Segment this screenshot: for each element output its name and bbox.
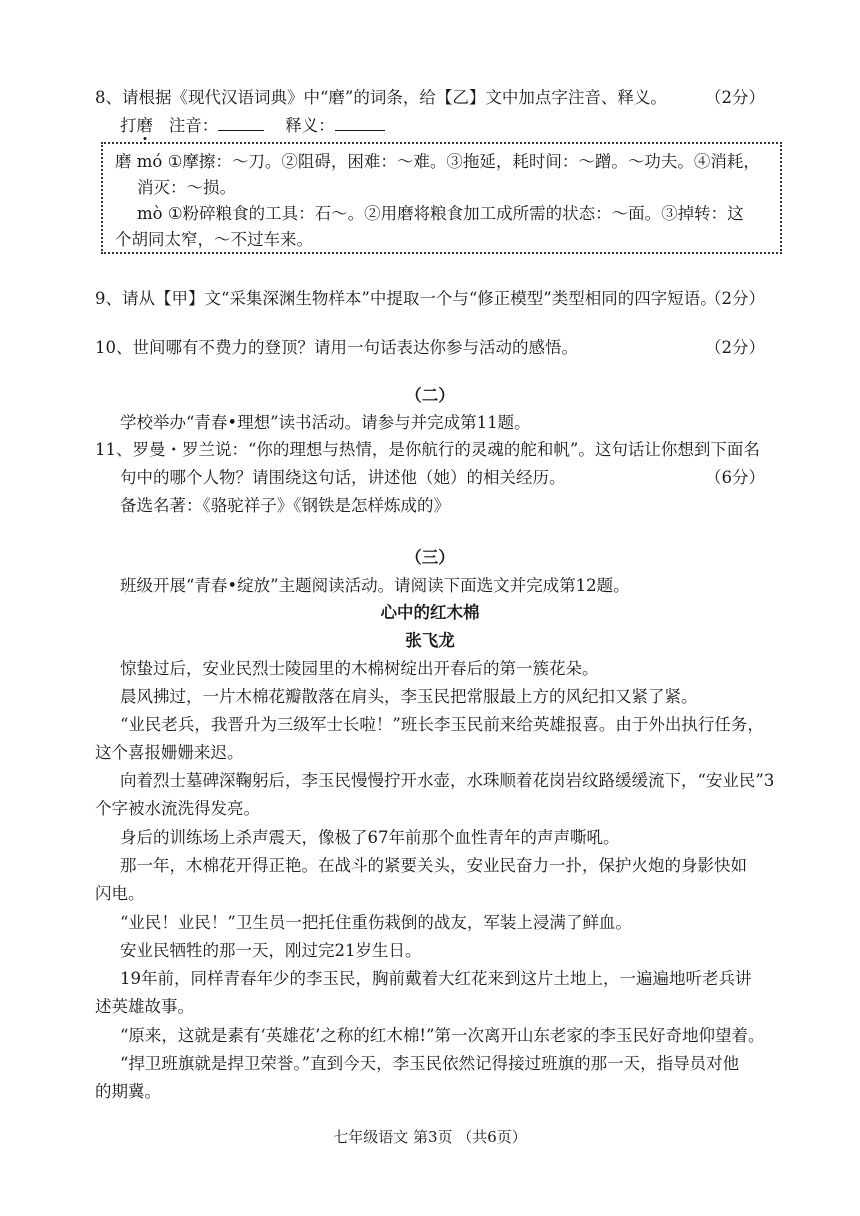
dict-line: 消灭：～损。 (137, 178, 236, 197)
article-paragraph: 向着烈士墓碑深鞠躬后，李玉民慢慢拧开水壶，水珠顺着花岗岩纹路缓缓流下，“安业民”3 (120, 771, 775, 790)
section-2-intro: 学校举办“青春•理想”读书活动。请参与并完成第11题。 (120, 413, 531, 432)
article-paragraph: “捍卫班旗就是捍卫荣誉。”直到今天，李玉民依然记得接过班旗的那一天，指导员对他 (120, 1054, 740, 1073)
article-paragraph: “业民！业民！”卫生员一把托住重伤栽倒的战友，军装上浸满了鲜血。 (120, 913, 632, 932)
article-paragraph: 述英雄故事。 (95, 997, 194, 1016)
book-options: 备选名著：《骆驼祥子》《钢铁是怎样炼成的》 (120, 496, 450, 515)
question-11-text: 句中的哪个人物？请围绕这句话，讲述他（她）的相关经历。 (120, 468, 566, 487)
dict-line: 磨 mó ①摩擦：～刀。②阻碍，困难：～难。③拖延，耗时间：～蹭。～功夫。④消耗， (115, 152, 760, 171)
question-8-answer-line (120, 114, 800, 138)
article-paragraph: “原来，这就是素有‘英雄花’之称的红木棉!”第一次离开山东老家的李玉民好奇地仰望着。 (120, 1026, 765, 1045)
question-10-score: （2分） (705, 338, 765, 357)
dictionary-entry-box (101, 142, 782, 254)
meaning-blank[interactable] (335, 116, 385, 131)
article-paragraph: 的期冀。 (95, 1082, 161, 1101)
page-footer: 七年级语文 第3页 （共6页） (333, 1128, 527, 1146)
target-word-dotted: 磨 (136, 116, 153, 135)
question-11-line1: 11、罗曼・罗兰说：“你的理想与热情，是你航行的灵魂的舵和帆”。这句话让你想到下面名 (95, 440, 760, 459)
section-3-intro: 班级开展“青春•绽放”主题阅读活动。请阅读下面选文并完成第12题。 (120, 576, 630, 595)
article-paragraph: 19年前，同样青春年少的李玉民，胸前戴着大红花来到这片土地上，一遍遍地听老兵讲 (120, 969, 752, 988)
question-8-score: （2分） (705, 88, 765, 107)
meaning-label: 释义： (285, 116, 335, 135)
article-title: 心中的红木棉 (380, 603, 480, 622)
section-2-heading: （二） (405, 386, 455, 405)
article-paragraph: “业民老兵，我晋升为三级军士长啦！”班长李玉民前来给英雄报喜。由于外出执行任务， (120, 715, 764, 734)
article-paragraph: 晨风拂过，一片木棉花瓣散落在肩头，李玉民把常服最上方的风纪扣又紧了紧。 (120, 687, 698, 706)
dict-line: 个胡同太窄，～不过车来。 (115, 230, 313, 249)
question-11-line2 (120, 466, 765, 490)
article-paragraph: 那一年，木棉花开得正艳。在战斗的紧要关头，安业民奋力一扑，保护火炮的身影快如 (120, 856, 747, 875)
article-paragraph: 闪电。 (95, 884, 145, 903)
question-9-score: （2分） (705, 289, 765, 308)
question-9 (95, 287, 765, 311)
article-author: 张飞龙 (405, 631, 455, 650)
article-paragraph: 惊蛰过后，安业民烈士陵园里的木棉树绽出开春后的第一簇花朵。 (120, 659, 599, 678)
pinyin-blank[interactable] (218, 116, 264, 131)
question-8 (95, 86, 765, 110)
question-10 (95, 336, 765, 360)
question-10-text: 10、世间哪有不费力的登顶？请用一句话表达你参与活动的感悟。 (95, 338, 578, 357)
section-3-heading: （三） (405, 548, 455, 567)
article-paragraph: 身后的训练场上杀声震天，像极了67年前那个血性青年的声声嘶吼。 (120, 828, 620, 847)
question-11-score: （6分） (705, 468, 765, 487)
question-8-text: 8、请根据《现代汉语词典》中“磨”的词条，给【乙】文中加点字注音、释义。 (95, 88, 667, 107)
pinyin-label: 注音： (168, 116, 219, 135)
article-paragraph: 这个喜报姗姗来迟。 (95, 743, 244, 762)
question-9-text: 9、请从【甲】文“采集深渊生物样本”中提取一个与“修正模型”类型相同的四字短语。 (95, 289, 717, 308)
article-paragraph: 安业民牺牲的那一天，刚过完21岁生日。 (120, 941, 422, 960)
target-word-prefix: 打 (120, 116, 137, 135)
article-paragraph: 个字被水流洗得发亮。 (95, 799, 260, 818)
dict-line: mò ①粉碎粮食的工具：石～。②用磨将粮食加工成所需的状态：～面。③掉转：这 (137, 204, 744, 223)
